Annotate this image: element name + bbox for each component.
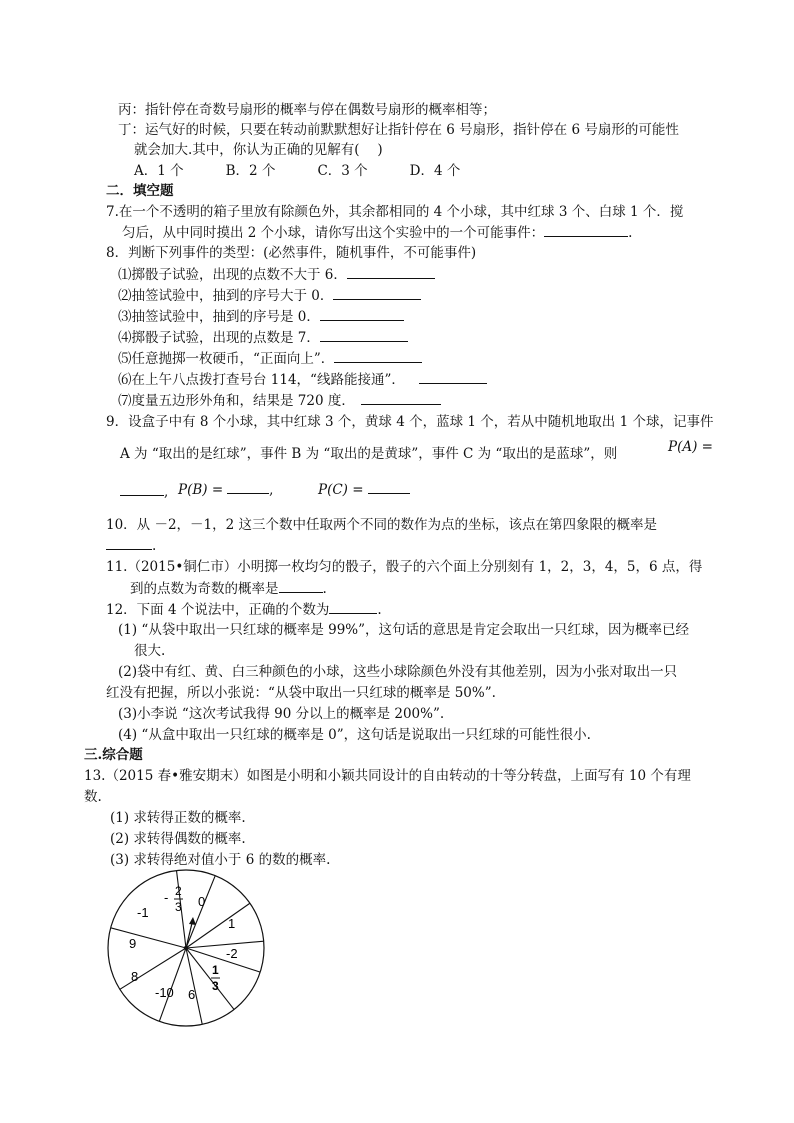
q6-option-d: D．4 个	[409, 163, 461, 179]
q13-sub-3: (3) 求转得绝对值小于 6 的数的概率.	[110, 852, 331, 868]
q11-answer-blank[interactable]	[279, 579, 323, 593]
spinner-label-neg10: -10	[155, 985, 174, 1000]
q13-line-2: 数.	[84, 789, 102, 805]
q7-end: .	[628, 225, 633, 241]
q8-item-3-text: ⑶抽签试验中，抽到的序号是 0．	[118, 309, 320, 325]
spinner-label-frac-den: 3	[175, 900, 182, 914]
q13-sub-2: (2) 求转得偶数的概率.	[110, 831, 246, 847]
q7-line-2	[122, 223, 632, 242]
q8-item-2-text: ⑵抽签试验中，抽到的序号大于 0．	[118, 288, 334, 304]
q8-item-5-blank[interactable]	[334, 349, 422, 363]
q8-item-2	[118, 286, 421, 305]
q8-item-6	[118, 370, 487, 389]
q8-item-1-blank[interactable]	[347, 265, 435, 279]
q9-pa-blank[interactable]	[120, 482, 164, 496]
spinner-divider-10	[111, 928, 186, 948]
q7-line-1: 7.在一个不透明的箱子里放有除颜色外，其余都相同的 4 个小球，其中红球 3 个、白球 1 个．搅	[106, 204, 684, 220]
section-title-comprehensive: 三.综合题	[84, 747, 143, 763]
q12-statement-1b: 很大.	[134, 643, 166, 659]
q11-end: .	[322, 581, 327, 597]
q12-statement-3: (3)小李说 “这次考试我得 90 分以上的概率是 200%”.	[118, 706, 445, 722]
spinner-diagram	[96, 866, 286, 1036]
q11-text: 到的点数为奇数的概率是	[130, 581, 279, 597]
spinner-divider-9	[120, 948, 186, 989]
spinner-divider-4	[186, 941, 264, 948]
q8-stem: 8．判断下列事件的类型：(必然事件，随机事件，不可能事件)	[106, 245, 477, 261]
q9-line-3	[120, 482, 168, 501]
spinner-label-frac2-num: 1	[212, 963, 219, 977]
q9-sep-2: ,	[269, 482, 274, 498]
q12-stem	[106, 600, 382, 619]
q12-statement-2a: (2)袋中有红、黄、白三种颜色的小球，这些小球除颜色外没有其他差别，因为小张对取出一只	[118, 664, 678, 680]
q9-pb	[178, 480, 273, 499]
q8-item-6-blank[interactable]	[419, 370, 487, 384]
spinner-label-nine: 9	[129, 936, 137, 951]
q9-pc	[318, 480, 410, 499]
spinner-label-frac2-den: 3	[212, 979, 219, 993]
q12-statement-1a: (1) “从袋中取出一只红球的概率是 99%”，这句话的意思是肯定会取出一只红球，因为概率已经	[118, 622, 690, 638]
q12-stem-text: 12．下面 4 个说法中，正确的个数为	[106, 602, 330, 618]
q8-item-7-text: ⑺度量五边形外角和，结果是 720 度．	[118, 393, 355, 409]
q8-item-5	[118, 349, 422, 368]
q10-answer-blank[interactable]	[106, 536, 152, 550]
spinner-label-one: 1	[228, 916, 236, 931]
q10-line-1: 10．从 －2，－1，2 这三个数中任取两个不同的数作为点的坐标，该点在第四象限的概率是	[106, 517, 658, 533]
q9-pb-blank[interactable]	[227, 480, 269, 494]
q9-pc-blank[interactable]	[368, 480, 410, 494]
q6-option-b: B．2 个	[225, 163, 276, 179]
q7-answer-blank[interactable]	[544, 223, 628, 237]
section-title-fill-in: 二．填空题	[106, 183, 174, 199]
q8-item-1-text: ⑴掷骰子试验，出现的点数不大于 6．	[118, 267, 347, 283]
q8-item-3-blank[interactable]	[320, 307, 404, 321]
q9-pc-text: P(C) =	[318, 482, 364, 498]
q6-option-a: A．1 个	[134, 163, 184, 179]
spinner-label-frac-num: 2	[175, 884, 182, 898]
q6-question: 就会加大.其中，你认为正确的见解有( )	[134, 142, 383, 158]
q9-line-1: 9．设盒子中有 8 个小球，其中红球 3 个，黄球 4 个，蓝球 1 个，若从中随机地取出 1 个球，记事件	[106, 414, 714, 430]
q9-pb-text: P(B) =	[178, 482, 224, 498]
q13-line-1: 13.（2015 春•雅安期末）如图是小明和小颖共同设计的自由转动的十等分转盘，上面写有 10 个有理	[84, 768, 691, 784]
q12-statement-4: (4) “从盒中取出一只红球的概率是 0”，这句话是说取出一只红球的可能性很小.	[118, 727, 591, 743]
q8-item-1	[118, 265, 435, 284]
q8-item-3	[118, 307, 404, 326]
spinner-label-zero: 0	[198, 894, 206, 909]
q12-answer-blank[interactable]	[329, 600, 377, 614]
q10-line-2	[106, 536, 156, 555]
spinner-divider-5	[186, 948, 260, 972]
q8-item-4-text: ⑷掷骰子试验，出现的点数是 7．	[118, 330, 320, 346]
q12-statement-2b: 红没有把握，所以小张说：“从袋中取出一只红球的概率是 50%”.	[106, 685, 496, 701]
q6-statement-ding: 丁：运气好的时候，只要在转动前默默想好让指针停在 6 号扇形，指针停在 6 号扇形的可能性	[118, 122, 679, 138]
q11-line-2	[130, 579, 327, 598]
q8-item-7-blank[interactable]	[361, 391, 441, 405]
q6-statement-bing: 丙：指针停在奇数号扇形的概率与停在偶数号扇形的概率相等；	[118, 102, 496, 118]
q6-options	[134, 162, 502, 180]
q8-item-7	[118, 391, 441, 410]
spinner-label-six: 6	[188, 987, 196, 1002]
q6-option-c: C．3 个	[317, 163, 368, 179]
q8-item-5-text: ⑸任意抛掷一枚硬币，“正面向上”．	[118, 351, 335, 367]
q8-item-4	[118, 328, 408, 347]
q9-line-2: A 为 “取出的是红球”，事件 B 为 “取出的是黄球”，事件 C 为 “取出的是蓝球”，则	[120, 446, 618, 462]
q9-pa: P(A) =	[668, 439, 713, 455]
q8-item-6-text: ⑹在上午八点拨打查号台 114，“线路能接通”．	[118, 372, 405, 388]
q8-item-2-blank[interactable]	[333, 286, 421, 300]
q7-text: 匀后，从中同时摸出 2 个小球，请你写出这个实验中的一个可能事件：	[122, 225, 545, 241]
spinner-label-neg2: -2	[226, 946, 238, 961]
q12-stem-end: .	[377, 602, 382, 618]
spinner-label-eight: 8	[131, 969, 139, 984]
q13-sub-1: (1) 求转得正数的概率.	[110, 810, 246, 826]
q11-line-1: 11.（2015•铜仁市）小明掷一枚均匀的骰子，骰子的六个面上分别刻有 1，2，3，4，5，6 点，得	[106, 559, 703, 575]
q9-sep-1: ,	[164, 484, 169, 500]
q8-item-4-blank[interactable]	[320, 328, 408, 342]
spinner-arrow-icon	[189, 917, 196, 925]
q10-end: .	[152, 538, 157, 554]
spinner-label-neg1: -1	[137, 905, 149, 920]
spinner-label-frac-sign: -	[164, 890, 169, 905]
